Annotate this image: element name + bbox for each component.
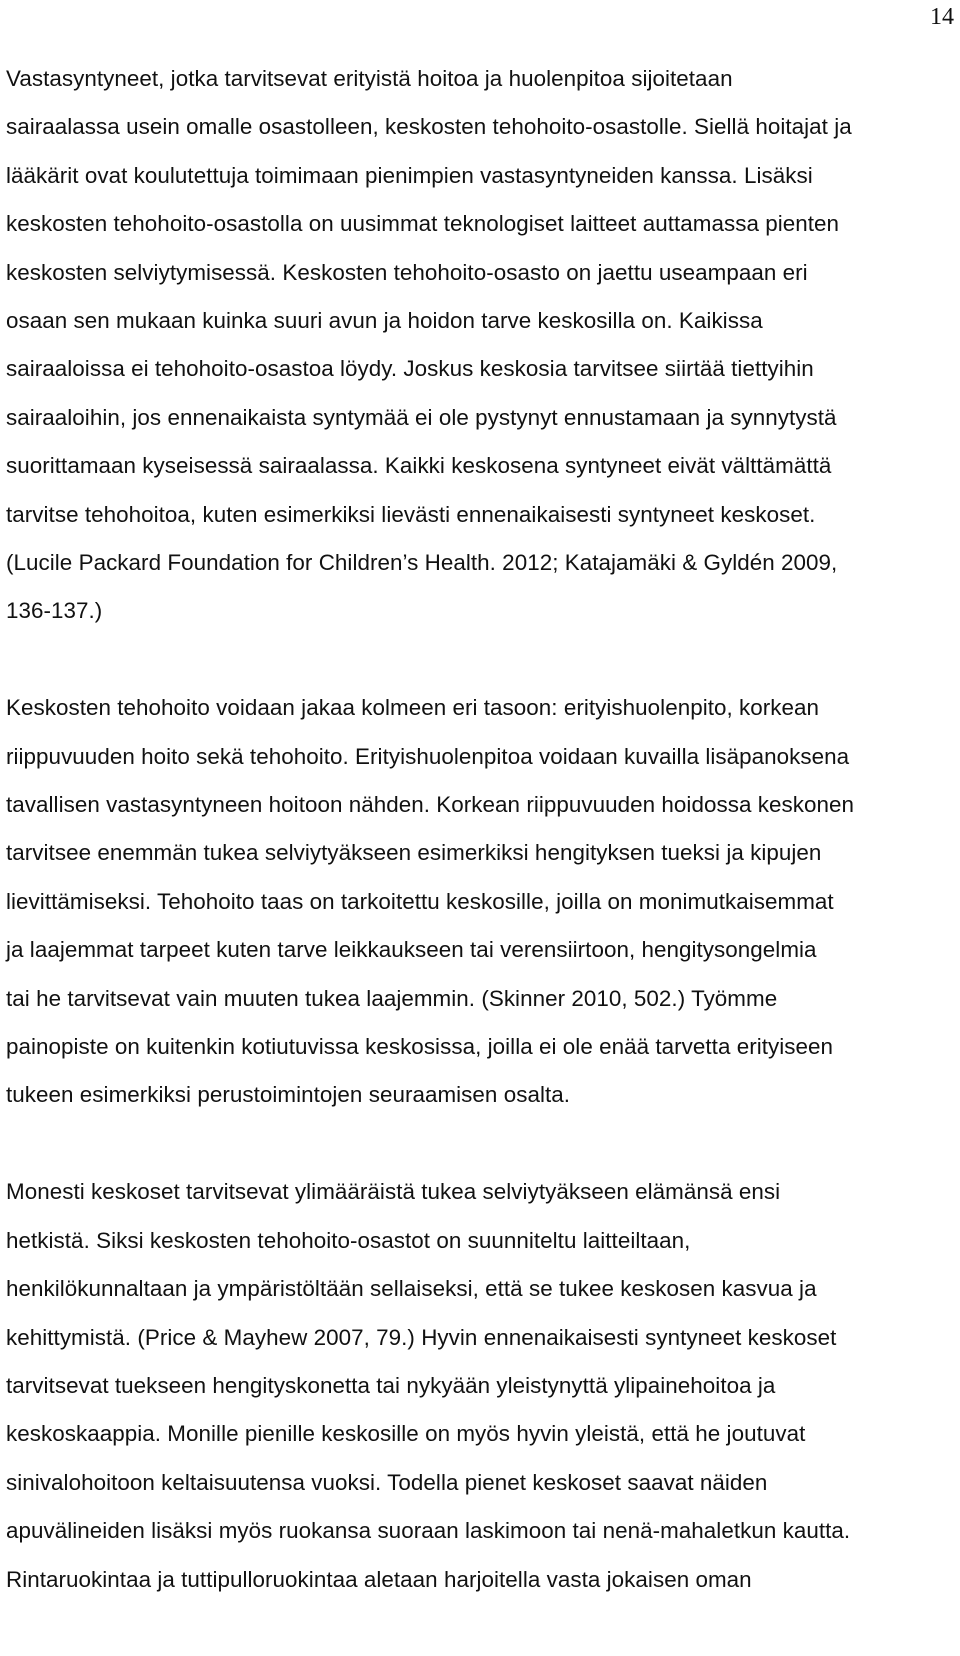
text-line: tarvitse tehohoitoa, kuten esimerkiksi lievästi ennenaikaisesti syntyneet keskoset. bbox=[6, 501, 816, 527]
text-line: (Lucile Packard Foundation for Children’s Health. 2012; Katajamäki & Gyldén 2009, bbox=[6, 549, 838, 575]
text-line: riippuvuuden hoito sekä tehohoito. Erityishuolenpitoa voidaan kuvailla lisäpanoksena bbox=[6, 743, 850, 769]
text-line: painopiste on kuitenkin kotiutuvissa keskosissa, joilla ei ole enää tarvetta erityiseen bbox=[6, 1034, 834, 1060]
text-line: osaan sen mukaan kuinka suuri avun ja hoidon tarve keskosilla on. Kaikissa bbox=[6, 307, 763, 333]
paragraph bbox=[6, 55, 946, 636]
text-line: tai he tarvitsevat vain muuten tukea laajemmin. (Skinner 2010, 502.) Työmme bbox=[6, 985, 778, 1011]
text-line: lääkärit ovat koulutettuja toimimaan pienimpien vastasyntyneiden kanssa. Lisäksi bbox=[6, 162, 813, 188]
text-line: sairaaloissa ei tehohoito-osastoa löydy. Joskus keskosia tarvitsee siirtää tiettyihin bbox=[6, 356, 814, 382]
text-line: henkilökunnaltaan ja ympäristöltään sellaiseksi, että se tukee keskosen kasvua ja bbox=[6, 1276, 817, 1302]
text-line: keskoskaappia. Monille pienille keskosille on myös hyvin yleistä, että he joutuvat bbox=[6, 1421, 806, 1447]
text-line: suorittamaan kyseisessä sairaalassa. Kaikki keskosena syntyneet eivät välttämättä bbox=[6, 453, 832, 479]
text-line: sinivalohoitoon keltaisuutensa vuoksi. Todella pienet keskoset saavat näiden bbox=[6, 1469, 768, 1495]
text-line: Keskosten tehohoito voidaan jakaa kolmeen eri tasoon: erityishuolenpito, korkean bbox=[6, 695, 820, 721]
text-line: tarvitsee enemmän tukea selviytyäkseen esimerkiksi hengityksen tueksi ja kipujen bbox=[6, 840, 822, 866]
text-line: Rintaruokintaa ja tuttipulloruokintaa aletaan harjoitella vasta jokaisen oman bbox=[6, 1566, 752, 1592]
text-line: tukeen esimerkiksi perustoimintojen seuraamisen osalta. bbox=[6, 1082, 571, 1108]
text-line: Monesti keskoset tarvitsevat ylimääräistä tukea selviytyäkseen elämänsä ensi bbox=[6, 1179, 781, 1205]
text-line: hetkistä. Siksi keskosten tehohoito-osastot on suunniteltu laitteiltaan, bbox=[6, 1227, 691, 1253]
text-line: sairaaloihin, jos ennenaikaista syntymää ei ole pystynyt ennustamaan ja synnytystä bbox=[6, 404, 837, 430]
text-line: Vastasyntyneet, jotka tarvitsevat erityistä hoitoa ja huolenpitoa sijoitetaan bbox=[6, 66, 733, 91]
document-body bbox=[6, 55, 946, 1604]
text-line: kehittymistä. (Price & Mayhew 2007, 79.) Hyvin ennenaikaisesti syntyneet keskoset bbox=[6, 1324, 837, 1350]
text-line: lievittämiseksi. Tehohoito taas on tarkoitettu keskosille, joilla on monimutkaisemmat bbox=[6, 888, 834, 914]
text-line: 136-137.) bbox=[6, 598, 103, 624]
text-line: sairaalassa usein omalle osastolleen, keskosten tehohoito-osastolle. Siellä hoitajat ja bbox=[6, 114, 852, 140]
page-number: 14 bbox=[930, 4, 954, 30]
text-line: keskosten tehohoito-osastolla on uusimmat teknologiset laitteet auttamassa pienten bbox=[6, 211, 840, 237]
text-line: ja laajemmat tarpeet kuten tarve leikkaukseen tai verensiirtoon, hengitysongelmia bbox=[6, 937, 817, 963]
text-line: apuvälineiden lisäksi myös ruokansa suoraan laskimoon tai nenä-mahaletkun kautta. bbox=[6, 1518, 851, 1544]
text-line: tarvitsevat tuekseen hengityskonetta tai nykyään yleistynyttä ylipainehoitoa ja bbox=[6, 1372, 776, 1398]
paragraph bbox=[6, 684, 946, 1120]
text-line: keskosten selviytymisessä. Keskosten tehohoito-osasto on jaettu useampaan eri bbox=[6, 259, 808, 285]
text-line: tavallisen vastasyntyneen hoitoon nähden. Korkean riippuvuuden hoidossa keskonen bbox=[6, 792, 854, 818]
paragraph bbox=[6, 1168, 946, 1604]
